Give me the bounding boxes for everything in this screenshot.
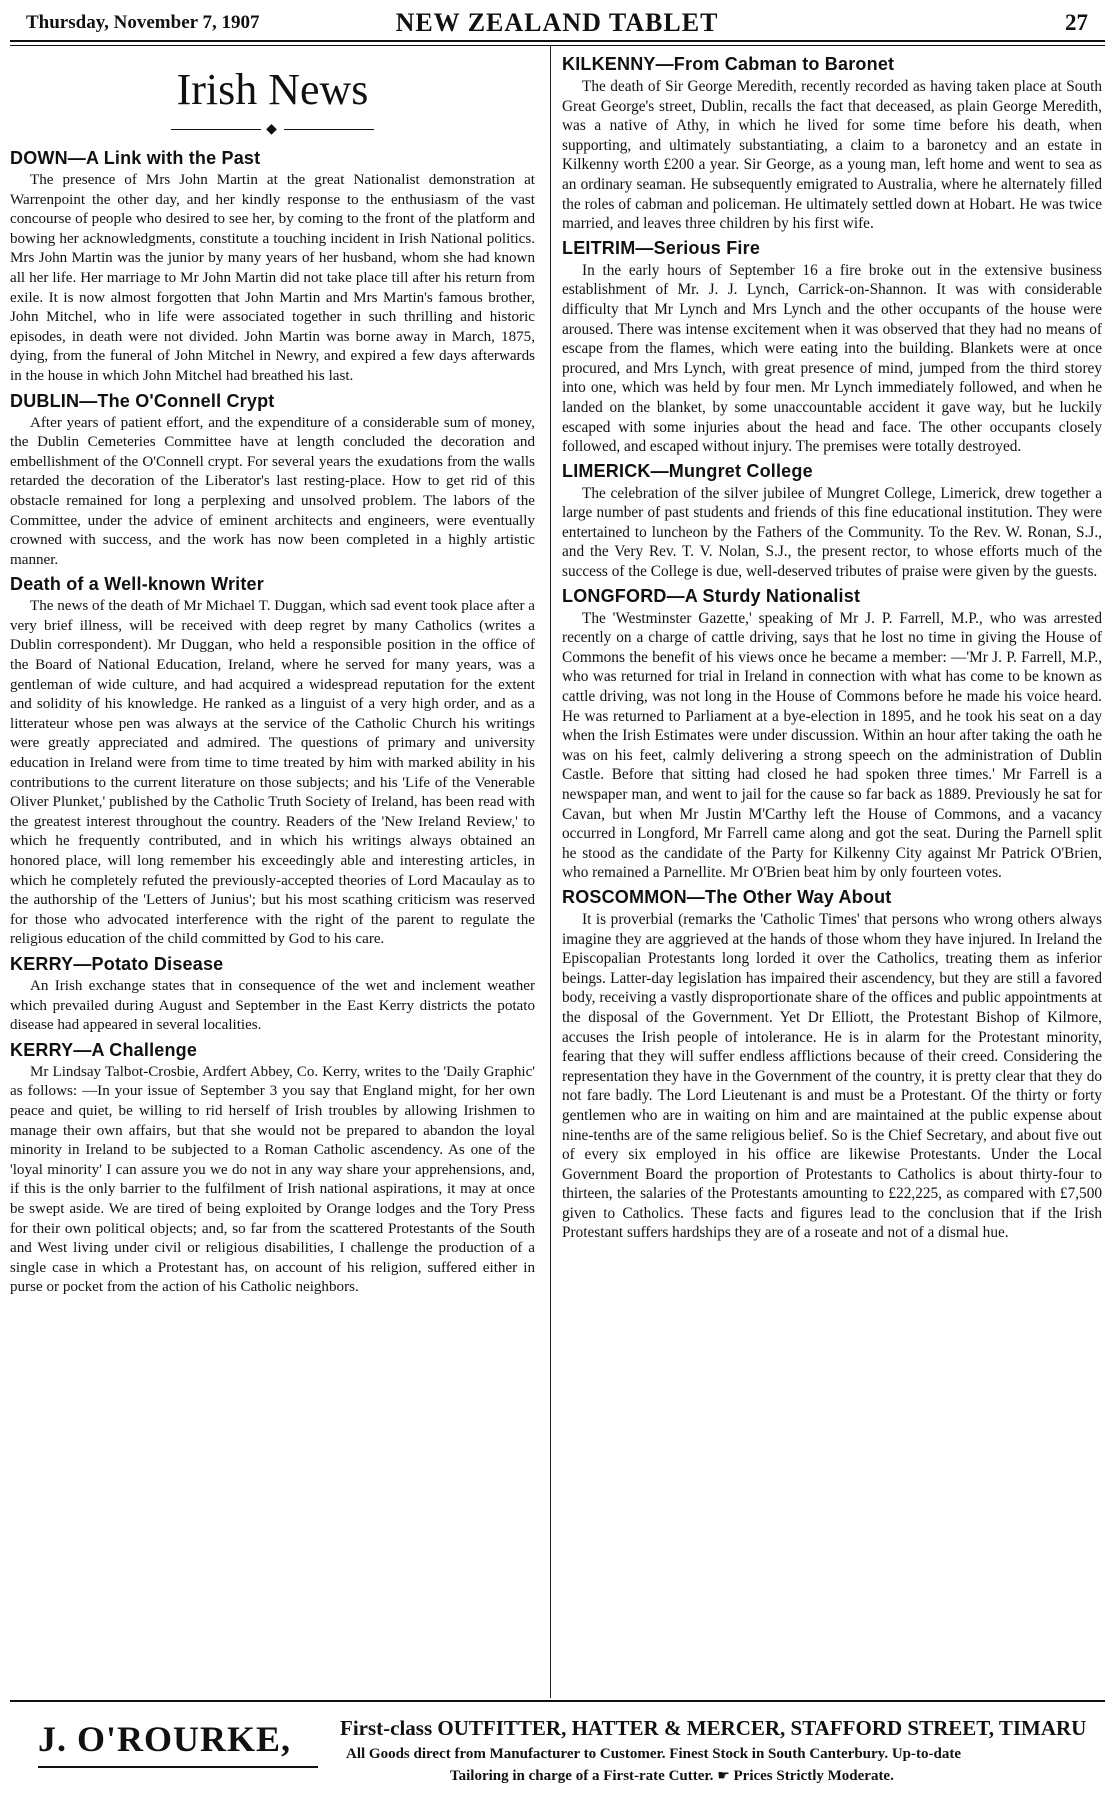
article-heading: LIMERICK—Mungret College xyxy=(562,460,813,481)
article xyxy=(562,461,1102,582)
ornament-line-right xyxy=(284,129,374,130)
left-column xyxy=(10,50,535,1300)
advertisement-line-3-prices: Prices Strictly Moderate. xyxy=(733,1768,894,1784)
article xyxy=(10,954,535,1036)
article-body: Mr Lindsay Talbot-Crosbie, Ardfert Abbey, Co. Kerry, writes to the 'Daily Graphic' as follows: —In your issue of September 3 you say that England might, for her own peace and quiet, be willing to rid herself of Irish troubles by allowing Irishmen to manage their own affairs, but that she would not be prepared to abandon the loyal minority in Ireland to be subjected to a Roman Catholic ascendency. As one of the 'loyal minority' I can assure you we do not in any way share your apprehensions, and, if this is the only barrier to the fulfilment of Irish national aspirations, it may at once be swept aside. We are tired of being exploited by Orange lodges and the Tory Press for their own political objects; and, so far from the scattered Protestants of the South and West living under civil or religious disabilities, I challenge the production of a single case in which a Protestant has, on account of his religion, suffered either in purse or pocket from the action of his Catholic neighbors. xyxy=(10,1063,535,1296)
pointing-hand-icon: ☛ xyxy=(717,1768,730,1784)
article xyxy=(562,586,1102,883)
article xyxy=(10,148,535,387)
article-heading: LEITRIM—Serious Fire xyxy=(562,237,761,258)
article-heading: LONGFORD—A Sturdy Nationalist xyxy=(562,585,861,606)
article-heading: ROSCOMMON—The Other Way About xyxy=(562,886,892,907)
article-heading: Death of a Well-known Writer xyxy=(10,574,264,595)
article xyxy=(562,238,1102,457)
article-heading: KILKENNY—From Cabman to Baronet xyxy=(562,54,895,74)
article-body: The 'Westminster Gazette,' speaking of Mr J. P. Farrell, M.P., who was arrested recently on a charge of cattle driving, says that he lost no time in giving the House of Commons the benefit of his views once he became a member: —'Mr J. P. Farrell, M.P., who was returned for trial in Ireland in connection with what has come to be known as cattle driving, was not long in the House of Commons before he made his voice heard. He was returned to Parliament at a bye-election in 1895, and he took his seat on a day when the Irish Estimates were under discussion. Within an hour after taking the oath he was on his feet, calmly delivering a strong speech on the administration of Dublin Castle. Before that sitting had closed he had spoken three times.' Mr Farrell is a newspaper man, and went to jail for the cause so far back as 1889. Previously he sat for Cavan, but when Mr Justin M'Carthy left the House of Commons, and a vacancy occurred in Longford, Mr Farrell came along and got the seat. During the Parnell split he stood as the candidate of the Party for Kilkenny City against Mr Patrick O'Brien, who remained a Parnellite. Mr O'Brien beat him by only fourteen votes. xyxy=(562,609,1102,882)
article xyxy=(10,1040,535,1298)
column-divider xyxy=(550,46,551,1698)
footer-rule xyxy=(10,1700,1105,1702)
page-number: 27 xyxy=(1065,10,1088,35)
article-body: The death of Sir George Meredith, recently recorded as having taken place at South Great George's street, Dublin, recalls the fact that deceased, as plain George Meredith, was a native of Athy, in which he lived for some time before his death, when supporting, and ultimately substantiating, a claim to a baronetcy and an estate in Kilkenny worth £200 a year. Sir George, as a young man, left home and went to sea as an ordinary seaman. He subsequently emigrated to Australia, where he alternately filled the roles of cabman and policeman. He ultimately settled down at Hobart. He was twice married, and leaves three children by his first wife. xyxy=(562,78,1102,233)
article-body: In the early hours of September 16 a fire broke out in the extensive business establishment of Mr. J. J. Lynch, Carrick-on-Shannon. It was with considerable difficulty that Mr Lynch and Mrs Lynch and the other occupants of the house were aroused. There was intense excitement when it was observed that they had no means of escape from the flames, which were eating into the building. Blankets were at once procured, and Mrs Lynch, with great presence of mind, jumped from the third storey into one, which was held by four men. Mr Lynch immediately followed, and when he landed on the blanket, by some unaccountable accident it gave way, but he luckily escaped with some injuries about the head and face. The other occupants closely followed, and escaped without injury. The premises were totally destroyed. xyxy=(562,261,1102,456)
title-ornament xyxy=(10,121,535,138)
section-title: Irish News xyxy=(176,65,369,114)
advertisement-line-2: All Goods direct from Manufacturer to Customer. Finest Stock in South Canterbury. Up-to-date xyxy=(346,1746,961,1762)
article-heading: DOWN—A Link with the Past xyxy=(10,148,261,168)
article-body: The news of the death of Mr Michael T. Duggan, which sad event took place after a very brief illness, will be received with deep regret by many Catholics (writes a Dublin correspondent). Mr Duggan, who held a responsible position in the office of the Board of National Education, Ireland, where he served for many years, was a gentleman of wide culture, and had acquired a widespread reputation for the extent and solidity of his knowledge. He ranked as a linguist of a very high order, and as a litterateur whose pen was always at the service of the Catholic Church his writings were greatly appreciated and admired. The questions of primary and university education in Ireland were from time to time treated by him with marked ability in his contributions to the current literature on those subjects; and his 'Life of the Venerable Oliver Plunket,' published by the Catholic Truth Society of Ireland, has been read with the greatest interest throughout the country. Readers of the 'New Ireland Review,' to which he frequently contributed, and in which his writings always obtained an honored place, will long remember his exceedingly able and interesting articles, in which he completely refuted the previously-accepted theories of Lord Macaulay as to the authorship of the 'Letters of Junius'; but his most scathing criticism was reserved for those who advocated interference with the right of the parent to regulate the religious education of the child committed by God to his care. xyxy=(10,598,535,948)
article-heading: DUBLIN—The O'Connell Crypt xyxy=(10,390,275,411)
article-body: It is proverbial (remarks the 'Catholic Times' that persons who wrong others always imagine they are aggrieved at the hands of those whom they have injured. In Ireland the Episcopalian Protestants long lorded it over the Catholics, treating them as inferior beings. Latter-day legislation has impaired their ascendency, but they are still a favored body, receiving a vastly disproportionate share of the offices and public appointments at the disposal of the Government. Yet Dr Elliott, the Protestant Bishop of Kilmore, accuses the Irish people of intolerance. He is in alarm for the Protestant minority, fearing that they will suffer endless afflictions because of their creed. Considering the representation they have in the Government of the country, it is pretty clear that they do not fare badly. The Lord Lieutenant is and must be a Protestant. Of the thirty or forty gentlemen who are in waiting on him and are maintained at the public expense about nine-tenths are of the same religious belief. So is the Chief Secretary, and about five out of every six employed in his office are likewise Protestants. Under the Local Government Board the proportion of Protestants to Catholics is about thirty-four to thirteen, the salaries of the Protestants amounting to £22,225, as compared with £7,500 given to Catholics. These facts and figures lead to the conclusion that if the Irish Protestant suffers hardships they are of a roseate and not of a dismal hue. xyxy=(562,910,1102,1242)
ornament-line-left xyxy=(171,129,261,130)
article-body: The celebration of the silver jubilee of Mungret College, Limerick, drew together a large number of past students and friends of this fine educational institution. They were entertained to luncheon by the Fathers of the Community. To the Rev. W. Ronan, S.J., and the Very Rev. T. V. Nolan, S.J., the present rector, to whose efforts much of the success of the College is due, well-deserved tributes of praise were given by the guests. xyxy=(562,484,1102,581)
article xyxy=(562,887,1102,1243)
advertiser-name-underline xyxy=(38,1766,318,1768)
diamond-icon: ◆ xyxy=(266,122,279,137)
article-heading: KERRY—Potato Disease xyxy=(10,953,224,974)
masthead xyxy=(12,6,1102,40)
article-body: After years of patient effort, and the expenditure of a considerable sum of money, the Dublin Cemeteries Committee have at length concluded the decoration and embellishment of the O'Connell crypt. For several years the exudations from the walls retarded the decoration of the Liberator's last resting-place. How to get rid of this obstacle remained for long a perplexing and unsolved problem. The labors of the Committee, under the advice of eminent architects and engineers, were eventually crowned with success, and the work has now been completed in a highly artistic manner. xyxy=(10,414,535,568)
article-heading: KERRY—A Challenge xyxy=(10,1039,198,1060)
header-rule xyxy=(10,40,1105,42)
article xyxy=(10,574,535,950)
advertisement xyxy=(10,1708,1105,1788)
article xyxy=(562,54,1102,234)
article-body: An Irish exchange states that in consequence of the wet and inclement weather which prevailed during August and September in the East Kerry districts the potato disease had appeared in several localities. xyxy=(10,977,535,1034)
advertisement-line-1: First-class OUTFITTER, HATTER & MERCER, STAFFORD STREET, TIMARU xyxy=(340,1716,1087,1740)
newspaper-title: NEW ZEALAND TABLET xyxy=(395,8,719,37)
article xyxy=(10,391,535,571)
advertisement-line-3-text: Tailoring in charge of a First-rate Cutter. xyxy=(450,1768,714,1784)
issue-date: Thursday, November 7, 1907 xyxy=(26,12,260,33)
advertiser-name: J. O'ROURKE, xyxy=(38,1719,292,1759)
right-column xyxy=(562,50,1102,1245)
header-rule-thin xyxy=(10,45,1105,46)
article-body: The presence of Mrs John Martin at the great Nationalist demonstration at Warrenpoint the other day, and her kindly response to the enthusiasm of the vast concourse of people who desired to see her, by coming to the front of the platform and bowing her acknowledgments, constitute a touching incident in Irish National politics. Mrs John Martin was the junior by many years of her husband, whom she had known all her life. Her marriage to Mr John Martin did not take place till after his return from exile. It is now almost forgotten that John Martin and Mrs Martin's famous brother, John Mitchel, who in life were associated together in such thrilling and historic episodes, in death were not divided. John Martin was borne away in March, 1875, dying, from the funeral of John Mitchel in Newry, and expired a few days afterwards in the house in which John Mitchel had breathed his last. xyxy=(10,172,535,384)
advertisement-line-3 xyxy=(450,1768,894,1785)
